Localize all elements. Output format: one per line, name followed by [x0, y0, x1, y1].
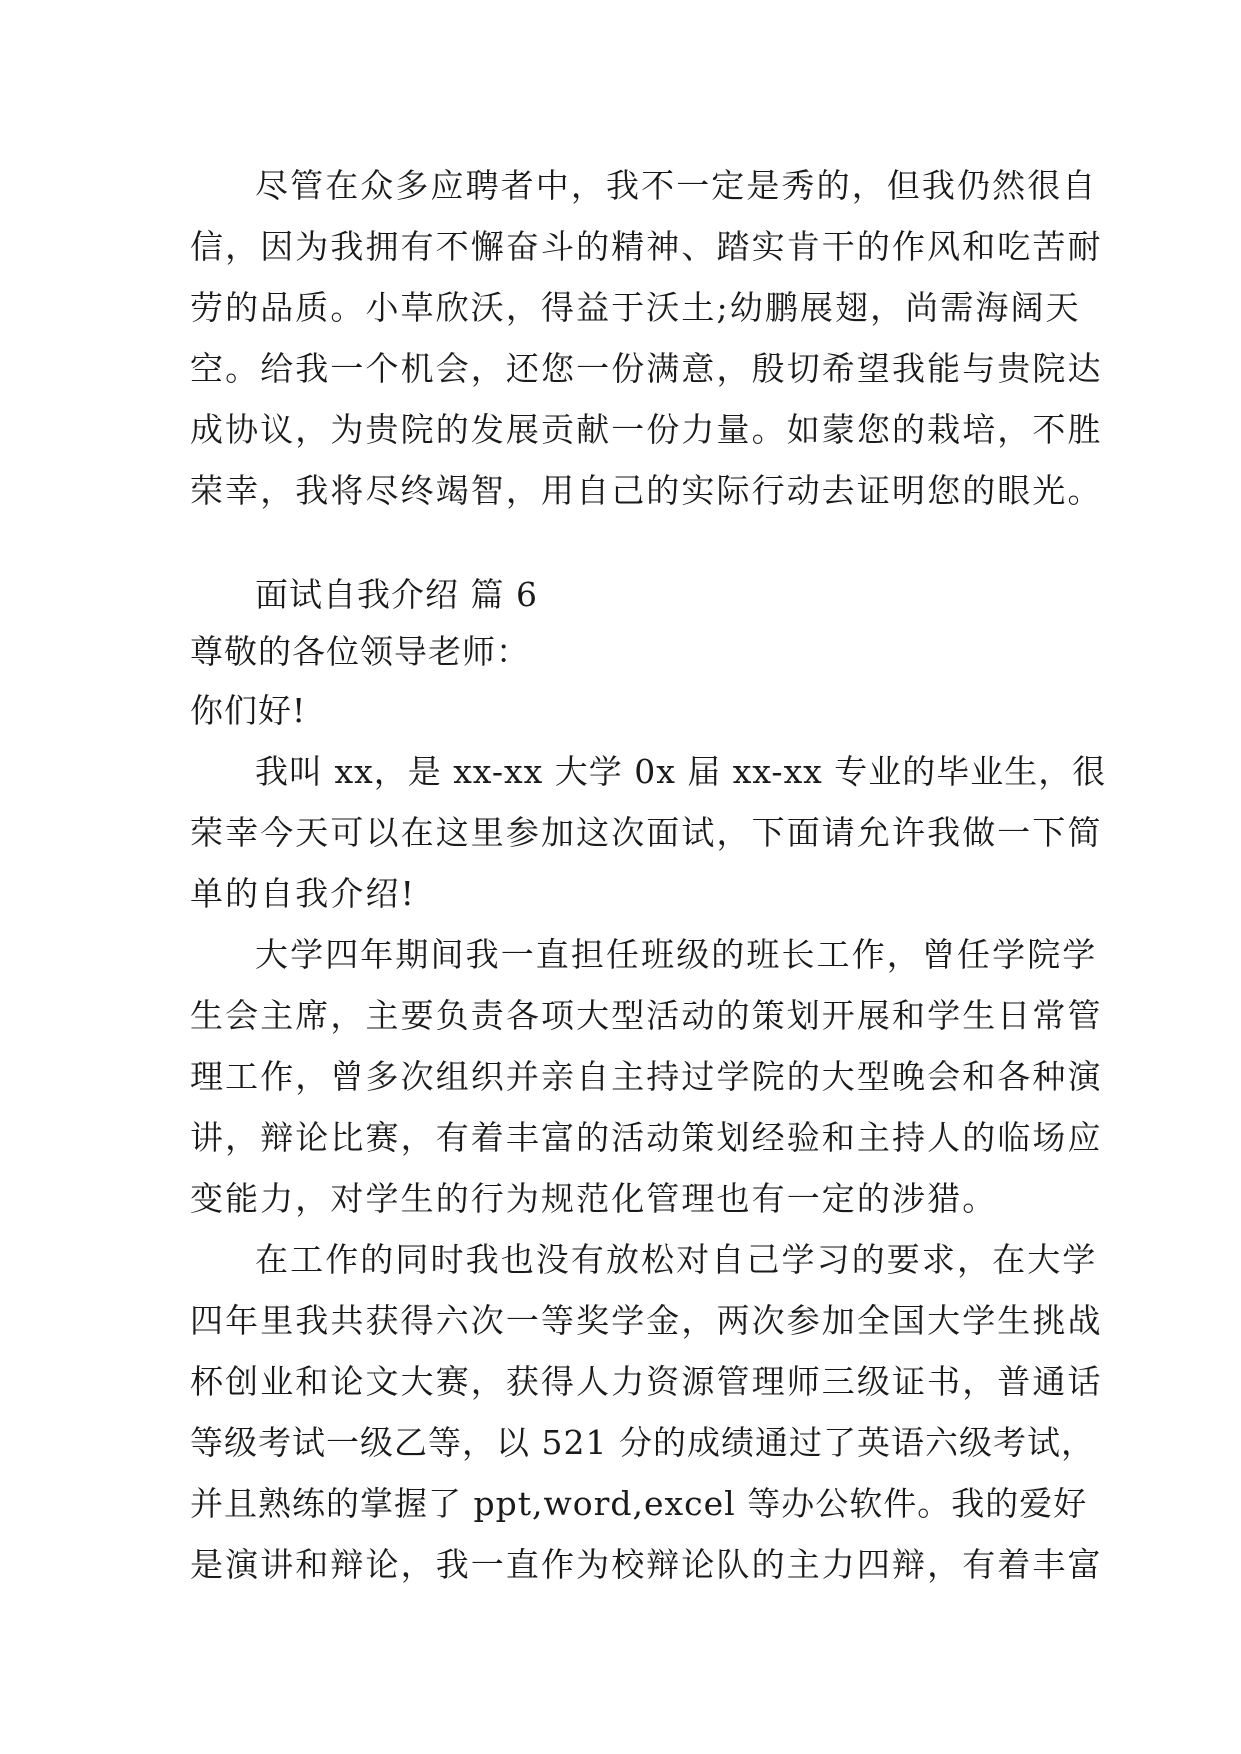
- paragraph-line: 劳的品质。小草欣沃，得益于沃土;幼鹏展翅，尚需海阔天: [190, 288, 1081, 327]
- section-title: 面试自我介绍 篇 6: [255, 575, 538, 614]
- paragraph-line: 在工作的同时我也没有放松对自己学习的要求，在大学: [255, 1240, 1098, 1279]
- paragraph-line: 是演讲和辩论，我一直作为校辩论队的主力四辩，有着丰富: [190, 1545, 1103, 1584]
- paragraph-line: 杯创业和论文大赛，获得人力资源管理师三级证书，普通话: [190, 1362, 1103, 1401]
- paragraph-line: 等级考试一级乙等，以 521 分的成绩通过了英语六级考试，: [190, 1423, 1095, 1462]
- paragraph-line: 信，因为我拥有不懈奋斗的精神、踏实肯干的作风和吃苦耐: [190, 227, 1103, 266]
- paragraph-line: 尽管在众多应聘者中，我不一定是秀的，但我仍然很自: [255, 166, 1098, 205]
- paragraph-line: 讲，辩论比赛，有着丰富的活动策划经验和主持人的临场应: [190, 1118, 1103, 1157]
- paragraph-line: 成协议，为贵院的发展贡献一份力量。如蒙您的栽培，不胜: [190, 410, 1103, 449]
- paragraph-line: 空。给我一个机会，还您一份满意，殷切希望我能与贵院达: [190, 349, 1103, 388]
- greeting: 你们好!: [190, 691, 307, 730]
- paragraph-line: 单的自我介绍!: [190, 874, 416, 913]
- paragraph-line: 并且熟练的掌握了 ppt,word,excel 等办公软件。我的爱好: [190, 1484, 1088, 1523]
- paragraph-line: 荣幸今天可以在这里参加这次面试，下面请允许我做一下简: [190, 813, 1103, 852]
- salutation: 尊敬的各位领导老师：: [190, 632, 530, 671]
- paragraph-line: 四年里我共获得六次一等奖学金，两次参加全国大学生挑战: [190, 1301, 1103, 1340]
- paragraph-line: 荣幸，我将尽终竭智，用自己的实际行动去证明您的眼光。: [190, 471, 1103, 510]
- paragraph-line: 理工作，曾多次组织并亲自主持过学院的大型晚会和各种演: [190, 1057, 1103, 1096]
- paragraph-line: 我叫 xx，是 xx-xx 大学 0x 届 xx-xx 专业的毕业生，很: [255, 752, 1107, 791]
- paragraph-line: 大学四年期间我一直担任班级的班长工作，曾任学院学: [255, 935, 1098, 974]
- paragraph-line: 变能力，对学生的行为规范化管理也有一定的涉猎。: [190, 1179, 998, 1218]
- paragraph-line: 生会主席，主要负责各项大型活动的策划开展和学生日常管: [190, 996, 1103, 1035]
